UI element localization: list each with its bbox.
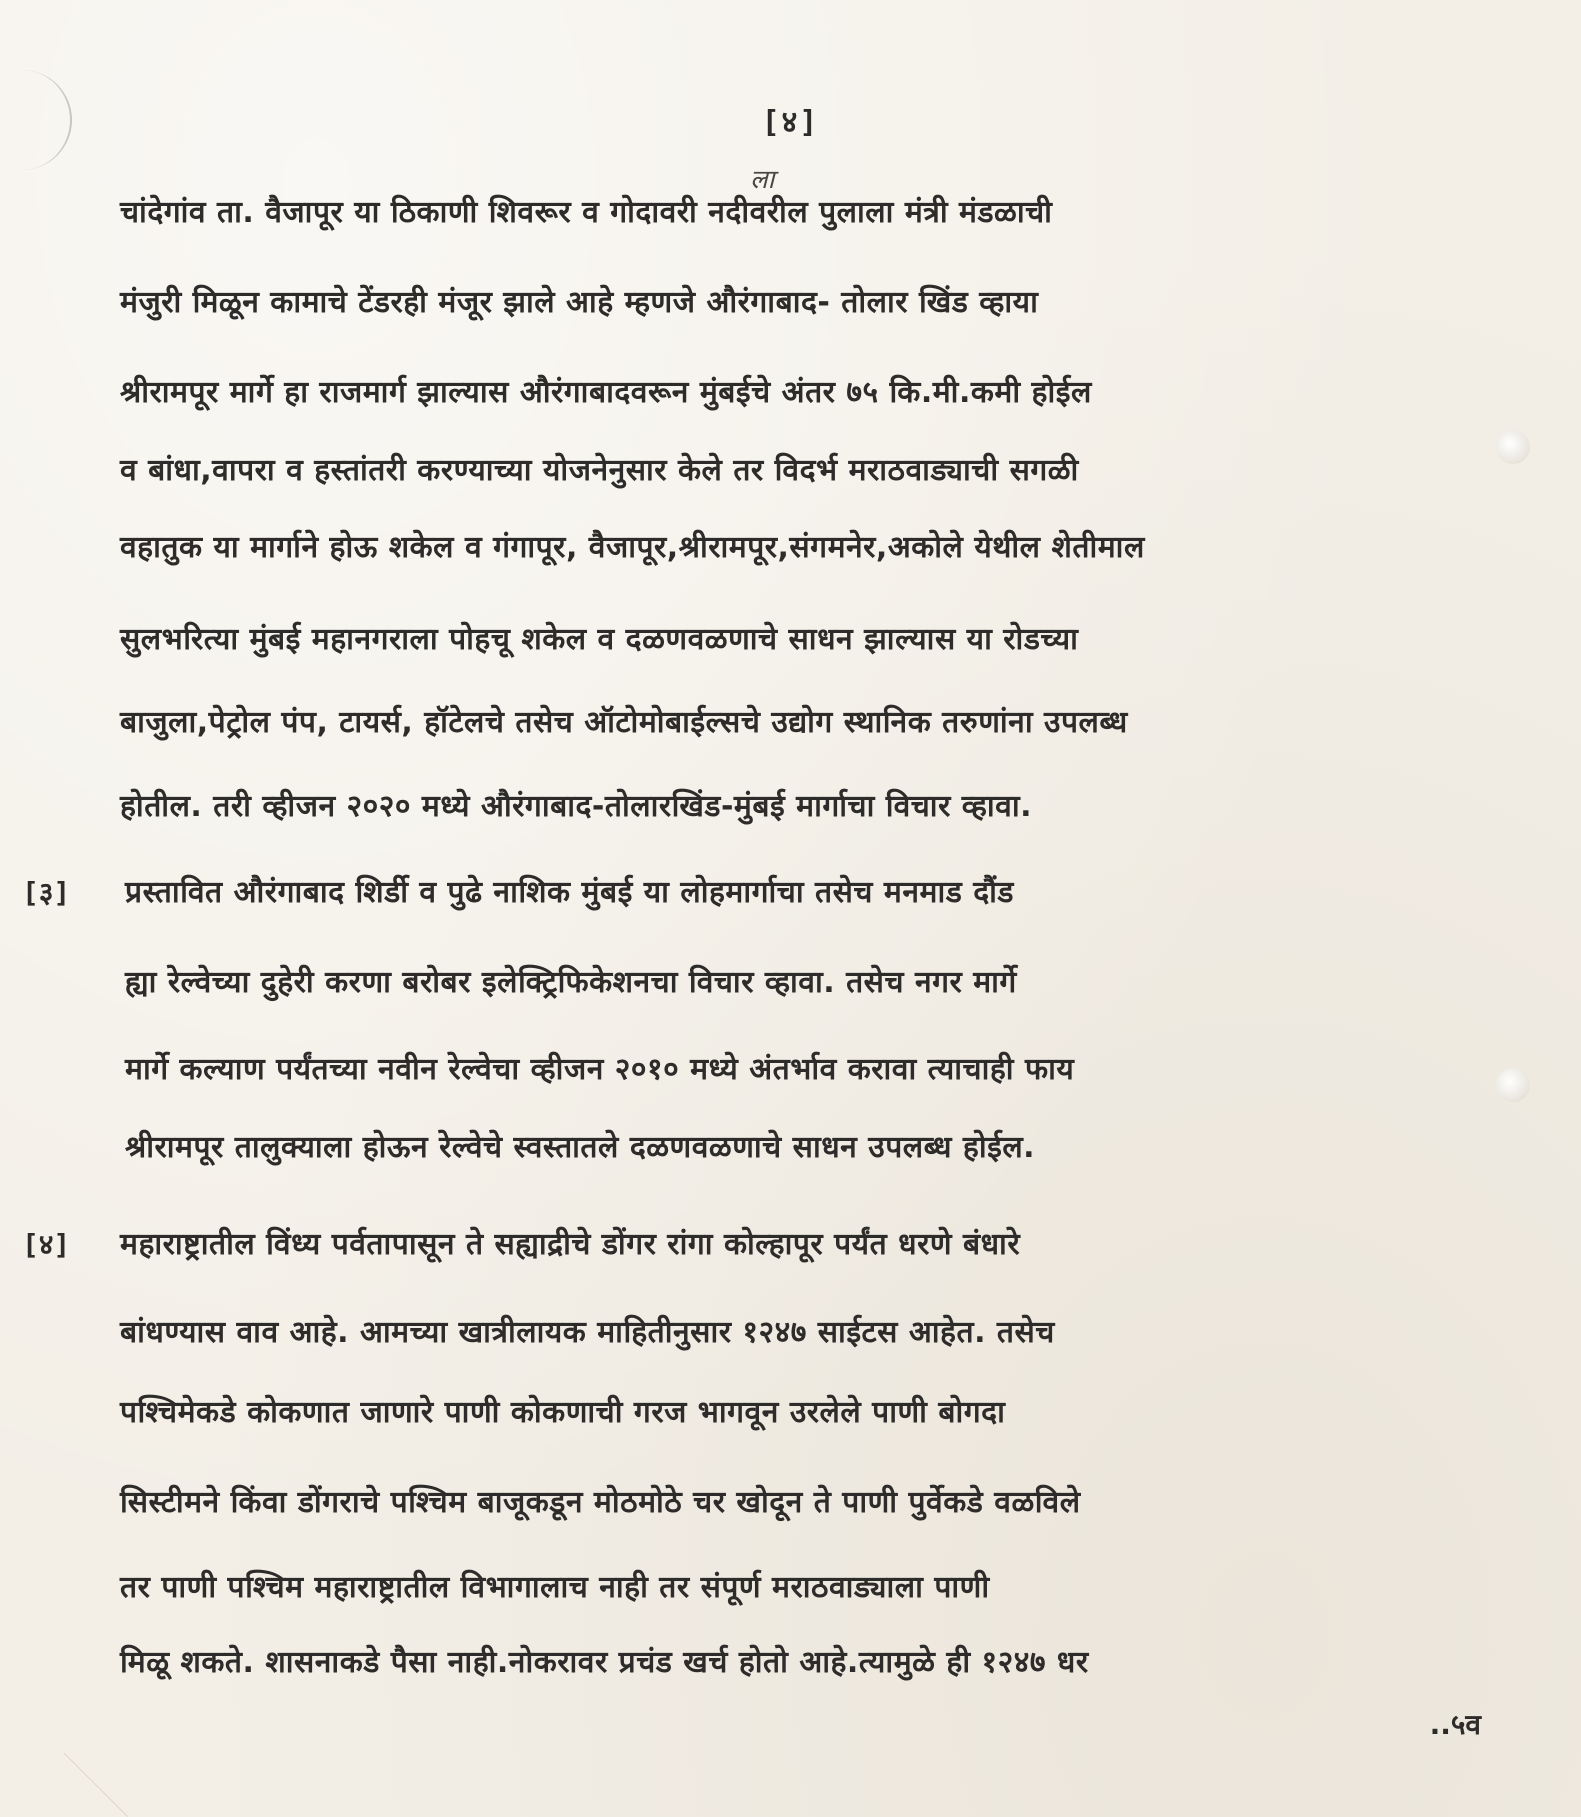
handwritten-correction: ला <box>750 165 775 195</box>
text-line: मार्गे कल्याण पर्यंतच्या नवीन रेल्वेचा व्हीजन २०१० मध्ये अंतर्भाव करावा त्याचाही फाय <box>125 1052 1075 1087</box>
text-line: मंजुरी मिळून कामाचे टेंडरही मंजूर झाले आहे म्हणजे औरंगाबाद- तोलार खिंड व्हाया <box>120 285 1039 320</box>
text-line: बाजुला,पेट्रोल पंप, टायर्स, हॉटेलचे तसेच ऑटोमोबाईल्सचे उद्योग स्थानिक तरुणांना उपलब्ध <box>120 705 1128 740</box>
text-line: बांधण्यास वाव आहे. आमच्या खात्रीलायक माहितीनुसार १२४७ साईटस आहेत. तसेच <box>120 1315 1055 1350</box>
item-number-3: [३] <box>22 876 71 909</box>
text-line: वहातुक या मार्गाने होऊ शकेल व गंगापूर, वैजापूर,श्रीरामपूर,संगमनेर,अकोले येथील शेतीमाल <box>120 530 1145 565</box>
text-line: होतील. तरी व्हीजन २०२० मध्ये औरंगाबाद-तोलारखिंड-मुंबई मार्गाचा विचार व्हावा. <box>120 789 1033 824</box>
continuation-marker: ..५व <box>1429 1708 1481 1741</box>
text-line: व बांधा,वापरा व हस्तांतरी करण्याच्या योजनेनुसार केले तर विदर्भ मराठवाड्याची सगळी <box>120 453 1079 488</box>
text-line: सिस्टीमने किंवा डोंगराचे पश्चिम बाजूकडून मोठमोठे चर खोदून ते पाणी पुर्वेकडे वळविले <box>120 1485 1081 1520</box>
item-number-4: [४] <box>22 1228 71 1261</box>
text-line: प्रस्तावित औरंगाबाद शिर्डी व पुढे नाशिक मुंबई या लोहमार्गाचा तसेच मनमाड दौंड <box>125 875 1014 910</box>
text-line: महाराष्ट्रातील विंध्य पर्वतापासून ते सह्याद्रीचे डोंगर रांगा कोल्हापूर पर्यंत धरणे बंधारे <box>120 1227 1021 1262</box>
punch-hole-bottom <box>1496 1068 1530 1102</box>
text-line: श्रीरामपूर मार्गे हा राजमार्ग झाल्यास औरंगाबादवरून मुंबईचे अंतर ७५ कि.मी.कमी होईल <box>120 375 1092 410</box>
text-line: मिळू शकते. शासनाकडे पैसा नाही.नोकरावर प्रचंड खर्च होतो आहे.त्यामुळे ही १२४७ धर <box>120 1645 1089 1680</box>
text-line: श्रीरामपूर तालुक्याला होऊन रेल्वेचे स्वस्तातले दळणवळणाचे साधन उपलब्ध होईल. <box>125 1130 1036 1165</box>
text-line: सुलभरित्या मुंबई महानगराला पोहचू शकेल व दळणवळणाचे साधन झाल्यास या रोडच्या <box>120 622 1079 657</box>
page-number: [४] <box>761 105 820 140</box>
text-line: पश्चिमेकडे कोकणात जाणारे पाणी कोकणाची गरज भागवून उरलेले पाणी बोगदा <box>120 1395 1006 1430</box>
text-line: तर पाणी पश्चिम महाराष्ट्रातील विभागालाच नाही तर संपूर्ण मराठवाड्याला पाणी <box>120 1570 990 1605</box>
text-line: चांदेगांव ता. वैजापूर या ठिकाणी शिवरूर व गोदावरी नदीवरील पुलाला मंत्री मंडळाची <box>120 195 1053 230</box>
punch-hole-top <box>1496 430 1530 464</box>
paper-corner-crease <box>0 1753 128 1817</box>
text-line: ह्या रेल्वेच्या दुहेरी करणा बरोबर इलेक्ट्रिफिकेशनचा विचार व्हावा. तसेच नगर मार्गे <box>125 965 1017 1000</box>
